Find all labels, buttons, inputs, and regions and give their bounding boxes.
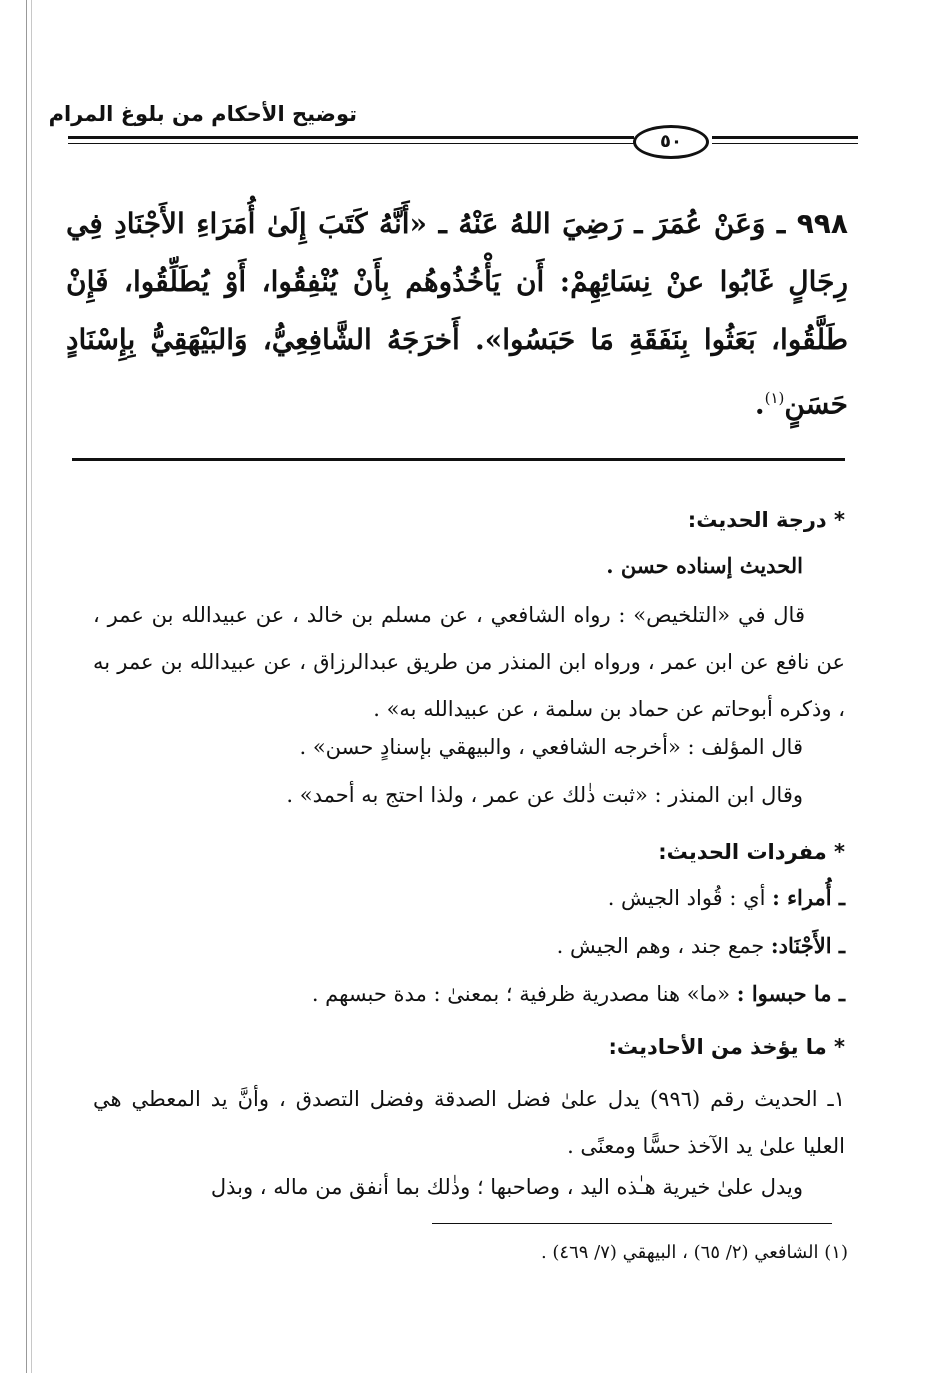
- author-statement: قال المؤلف : «أخرجه الشافعي ، والبيهقي بإسنادٍ حسن» .: [299, 735, 803, 759]
- vocab-definition: «ما» هنا مصدرية ظرفية ؛ بمعنىٰ : مدة حبسهم .: [311, 982, 731, 1006]
- header-rule-right-thin: [712, 143, 858, 144]
- hadith-end: .: [754, 387, 765, 421]
- lessons-heading: * ما يؤخذ من الأحاديث:: [608, 1035, 845, 1059]
- vocab-item: [557, 933, 845, 958]
- hadith-number: ٩٩٨: [796, 207, 848, 240]
- page-number-badge: ٥٠: [633, 125, 709, 159]
- header-rule-left-thick: [68, 136, 634, 139]
- degree-heading: * درجة الحديث:: [687, 508, 845, 532]
- vocab-term: ـ الأَجْنَاد:: [770, 933, 845, 958]
- vocab-term: ـ ما حبسوا :: [736, 981, 845, 1006]
- degree-paragraph: قال في «التلخيص» : رواه الشافعي ، عن مسلم بن خالد ، عن عبيدالله بن عمر ، عن نافع عن ابن عمر ، ورواه ابن المنذر من طريق عبدالرزاق ، عن عبيدالله بن عمر به ، وذكره أبوحاتم عن حماد بن سلمة ، عن عبيدالله به» .: [93, 603, 845, 721]
- ibn-mundhir-statement: وقال ابن المنذر : «ثبت ذٰلك عن عمر ، ولذا احتج به أحمد» .: [286, 783, 803, 807]
- lesson-point-1-continued: ويدل علىٰ خيرية هـٰذه اليد ، وصاحبها ؛ وذٰلك بما أنفق من ماله ، وبذل: [210, 1175, 803, 1199]
- hadith-text-block: [66, 195, 848, 433]
- vocab-heading: * مفردات الحديث:: [658, 840, 845, 864]
- vocab-item: [608, 885, 845, 910]
- vocab-definition: أي : قُواد الجيش .: [607, 886, 766, 910]
- running-header-title: توضيح الأحكام من بلوغ المرام: [48, 102, 357, 126]
- vocab-item: [312, 981, 845, 1006]
- hadith-text: ـ وَعَنْ عُمَرَ ـ رَضِيَ اللهُ عَنْهُ ـ «أَنَّهُ كَتَبَ إِلَىٰ أُمَرَاءِ الأَجْنَادِ فِي رِجَالٍ غَابُوا عنْ نِسَائِهِمْ: أَن يَأْخُذُوهُم بِأَنْ يُنْفِقُوا، أَوْ يُطَلِّقُوا، فَإِنْ طَلَّقُوا، بَعَثُوا بِنَفَقَةِ مَا حَبَسُوا». أَخرَجَهُ الشَّافِعِيُّ، وَالبَيْهَقِيُّ بِإِسْنَادٍ حَسَنٍ: [66, 207, 848, 421]
- scan-edge-line: [26, 0, 27, 1373]
- header-rule-left-thin: [68, 143, 634, 144]
- footnote-text: (١) الشافعي (٢/ ٦٥) ، البيهقي (٧/ ٤٦٩) .: [540, 1242, 848, 1263]
- footnote-marker: (١): [764, 389, 785, 407]
- header-rule-right-thick: [712, 136, 858, 139]
- vocab-term: ـ أُمراء :: [772, 885, 845, 910]
- scan-edge-line-faint: [31, 0, 32, 1373]
- section-divider: [72, 458, 845, 461]
- lesson-point-1: ١ـ الحديث رقم (٩٩٦) يدل علىٰ فضل الصدقة وفضل التصدق ، وأنَّ يد المعطي هي العليا علىٰ يد الآخذ حسًّا ومعنًى .: [93, 1087, 845, 1158]
- footnote-rule: [432, 1223, 832, 1224]
- vocab-definition: جمع جند ، وهم الجيش .: [556, 934, 765, 958]
- degree-verdict: الحديث إسناده حسن .: [606, 553, 803, 578]
